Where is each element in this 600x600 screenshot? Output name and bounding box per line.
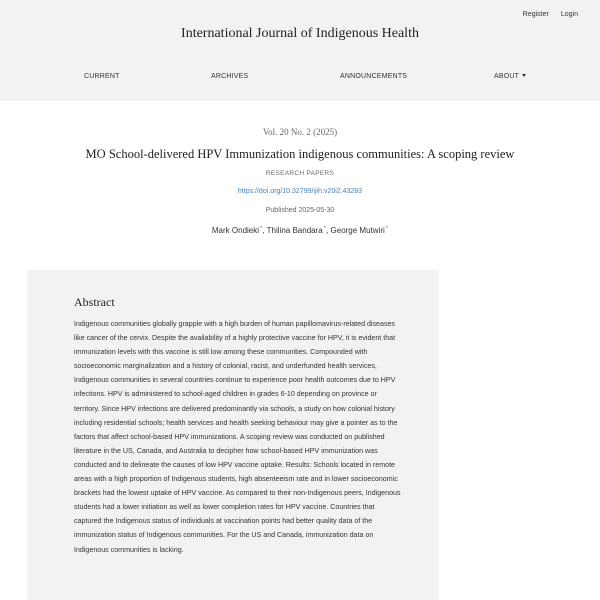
published-date: Published 2025-05-30	[265, 207, 335, 214]
nav-item-current[interactable]: CURRENT	[84, 73, 120, 80]
article-title: MO School-delivered HPV Immunization indigenous communities: A scoping review	[85, 147, 515, 161]
abstract-text: Indigenous communities globally grapple with a high burden of human papillomavirus-related diseases like cancer of the cervix. Despite the availability of a highly protective vaccine for HPV, it is evident that immunization levels with this vaccine is still low among these communities. Compounded with socioeconomic marginalization and a history of colonial, racist, and underfunded health services, Indigenous communities in several countries continue to experience poor health outcomes due to HPV infections. HPV is administered to school-aged children in grades 6-10 depending on province or territory. Since HPV infections are delivered predominantly via schools, a study on how colonial history including residential schools; health services and health seeking behaviour may give a pointer as to the factors that affect school-based HPV immunizations. A scoping review was conducted on published literature in the US, Canada, and Australia to decipher how school-based HPV immunization was conducted and to delineate the causes of low HPV vaccine uptake. Results: Schools located in remote areas with a high proportion of Indigenous students, high absenteeism rate and in lower socioeconomic brackets had the lowest uptake of HPV vaccine. As compared to their non-Indigenous peers, Indigenous students had a lower initiation as well as lower completion rates for HPV vaccine. Countries that captured the Indigenous status of individuals at vaccination points had better quality data of the immunization status of Indigenous communities. For the US and Canada, immunization data on Indigenous communities is lacking.	[74, 320, 401, 554]
site-title[interactable]: International Journal of Indigenous Health	[181, 26, 419, 41]
nav-item-archives[interactable]: ARCHIVES	[211, 73, 249, 80]
doi-link[interactable]: https://doi.org/10.32799/ijih.v20i2.43283	[237, 188, 363, 195]
author-name: George Mutwiri	[330, 226, 385, 235]
register-link[interactable]: Register	[522, 11, 549, 18]
orcid-icon[interactable]: *	[323, 226, 327, 232]
nav-item-about[interactable]	[494, 73, 526, 80]
section-label: RESEARCH PAPERS	[265, 170, 335, 177]
author-separator: ,	[326, 226, 331, 235]
nav-item-about-label: ABOUT	[494, 73, 520, 80]
nav-item-announcements[interactable]: ANNOUNCEMENTS	[340, 73, 408, 80]
author-separator: ,	[262, 226, 267, 235]
abstract-heading: Abstract	[74, 295, 115, 309]
chevron-down-icon	[522, 74, 526, 77]
orcid-icon[interactable]: *	[260, 226, 263, 232]
author-name: Mark Ondieki	[211, 226, 260, 235]
author-list	[0, 226, 600, 235]
site-header	[0, 0, 600, 101]
main-nav	[0, 73, 600, 85]
issue-link[interactable]: Vol. 20 No. 2 (2025)	[262, 127, 338, 137]
user-links	[523, 11, 578, 18]
author-name: Thilina Bandara	[266, 226, 323, 235]
orcid-icon[interactable]: *	[385, 226, 389, 232]
abstract-section	[27, 270, 439, 600]
login-link[interactable]: Login	[560, 11, 578, 18]
